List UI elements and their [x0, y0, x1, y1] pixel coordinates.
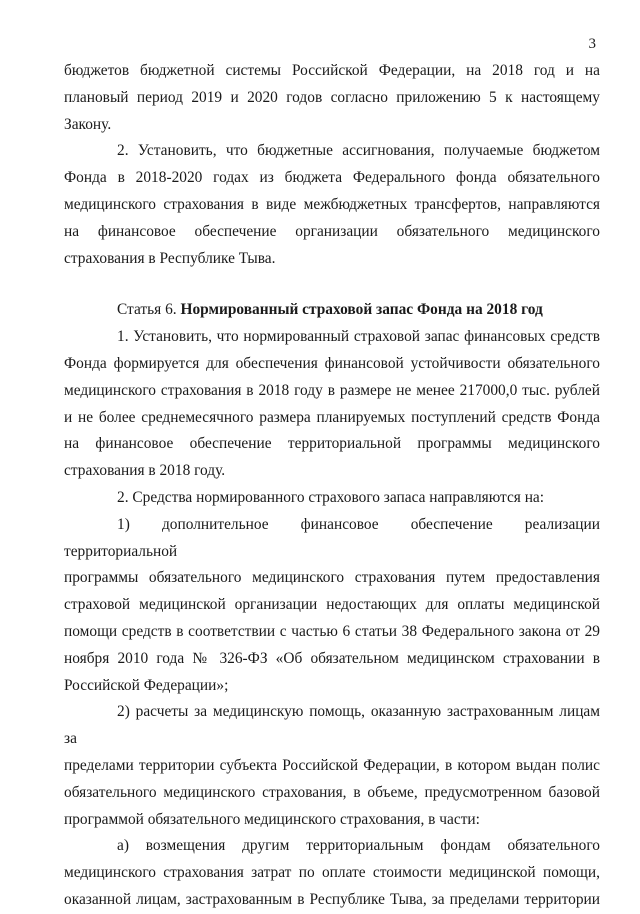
- text-line: страхования в 2018 году.: [64, 462, 226, 480]
- text-line: бюджетов бюджетной системы Российской Федерации, на 2018 год и на: [64, 62, 600, 79]
- text-line: Российской Федерации»;: [64, 676, 229, 694]
- text-line: страхования в Республике Тыва.: [64, 249, 276, 267]
- paragraph: [64, 833, 600, 913]
- text-line: программой обязательного медицинского страхования, в части:: [64, 810, 480, 828]
- text-line: и не более среднемесячного размера планируемых поступлений средств Фонда: [64, 408, 600, 426]
- intro-section: [64, 58, 600, 272]
- text-line: помощи средств в соответствии с частью 6 статьи 38 Федерального закона от 29: [64, 622, 600, 640]
- document-body: [64, 58, 600, 914]
- text-line: 1) дополнительное финансовое обеспечение реализации территориальной: [64, 515, 600, 560]
- article-section: [64, 324, 600, 914]
- text-line: оказанной лицам, застрахованным в Республике Тыва, за пределами территории: [64, 890, 600, 908]
- paragraph: [64, 512, 600, 700]
- text-line: страховой медицинской организации недостающих для оплаты медицинской: [64, 596, 600, 614]
- text-line: медицинского страхования в 2018 году в размере не менее 217000,0 тыс. рублей: [64, 381, 600, 399]
- page-number: 3: [588, 36, 596, 52]
- paragraph: [64, 58, 600, 138]
- text-line: 1. Установить, что нормированный страховой запас финансовых средств: [117, 328, 600, 346]
- text-line: на финансовое обеспечение организации обязательного медицинского: [64, 222, 600, 240]
- text-line: обязательного медицинского страхования, в объеме, предусмотренном базовой: [64, 783, 600, 801]
- article-title: Нормированный страховой запас Фонда на 2018 год: [180, 301, 543, 319]
- text-line: Фонда в 2018-2020 годах из бюджета Федерального фонда обязательного: [64, 169, 600, 187]
- paragraph: [64, 324, 600, 485]
- text-line: на финансовое обеспечение территориальной программы медицинского: [64, 435, 600, 453]
- text-line: Закону.: [64, 115, 112, 133]
- text-line: медицинского страхования в виде межбюджетных трансфертов, направляются: [64, 195, 600, 213]
- text-line: а) возмещения другим территориальным фондам обязательного: [117, 837, 600, 855]
- text-line: 2. Средства нормированного страхового запаса направляются на:: [117, 488, 545, 506]
- text-line: 2) расчеты за медицинскую помощь, оказанную застрахованным лицам за: [64, 703, 600, 748]
- text-line: медицинского страхования затрат по оплате стоимости медицинской помощи,: [64, 864, 600, 882]
- text-line: ноября 2010 года № 326-ФЗ «Об обязательном медицинском страховании в: [64, 649, 600, 667]
- text-line: плановый период 2019 и 2020 годов согласно приложению 5 к настоящему: [64, 88, 600, 106]
- article-prefix: Статья 6.: [117, 301, 177, 319]
- paragraph: [64, 699, 600, 833]
- text-line: программы обязательного медицинского страхования путем предоставления: [64, 569, 600, 587]
- section-gap: [64, 272, 600, 297]
- paragraph: [64, 138, 600, 272]
- text-line: 2. Установить, что бюджетные ассигнования, получаемые бюджетом: [117, 142, 600, 160]
- text-line: Фонда формируется для обеспечения финансовой устойчивости обязательного: [64, 354, 600, 372]
- paragraph: [64, 485, 600, 512]
- text-line: пределами территории субъекта Российской Федерации, в котором выдан полис: [64, 756, 600, 774]
- article-heading: [64, 297, 600, 324]
